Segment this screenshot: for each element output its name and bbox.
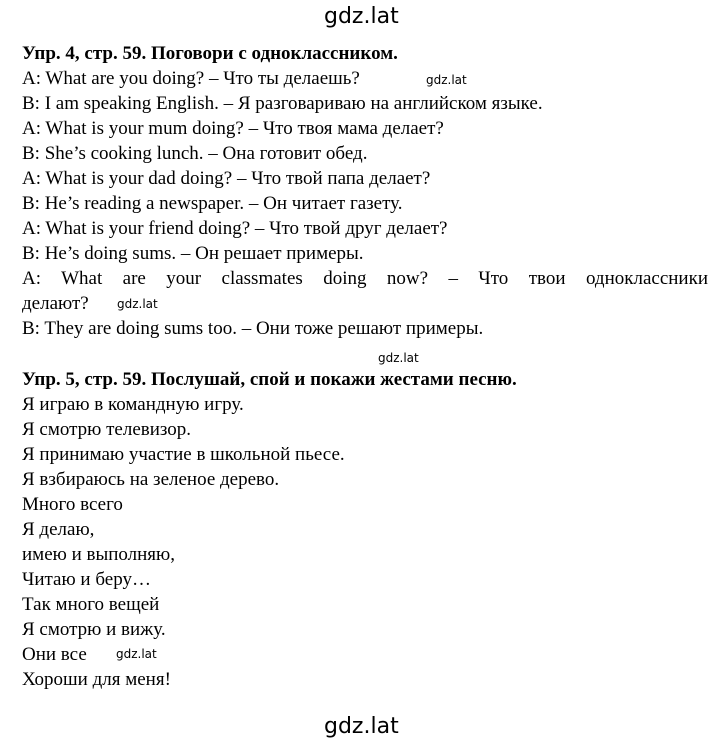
dialog-line: A: What are your classmates doing now? – Что твои одноклассники [22, 268, 708, 289]
dialog-line: B: He’s doing sums. – Он решает примеры. [22, 243, 364, 264]
watermark-inline: gdz.lat [426, 73, 467, 87]
dialog-line: A: What is your mum doing? – Что твоя мама делает? [22, 118, 444, 139]
song-line: Я играю в командную игру. [22, 394, 244, 415]
dialog-line: A: What is your dad doing? – Что твой папа делает? [22, 168, 431, 189]
song-line: имею и выполняю, [22, 544, 175, 565]
watermark-top: gdz.lat [324, 4, 399, 29]
song-line: Так много вещей [22, 594, 160, 615]
watermark-inline: gdz.lat [378, 351, 419, 365]
dialog-line: B: I am speaking English. – Я разговариваю на английском языке. [22, 93, 543, 114]
song-line: Я смотрю телевизор. [22, 419, 192, 440]
watermark-inline: gdz.lat [116, 647, 157, 661]
song-line: Они все [22, 644, 87, 665]
song-line: Хороши для меня! [22, 669, 171, 690]
watermark-inline: gdz.lat [117, 297, 158, 311]
watermark-bottom: gdz.lat [324, 714, 399, 739]
dialog-line: делают? [22, 293, 89, 314]
song-line: Читаю и беру… [22, 569, 151, 590]
song-line: Я взбираюсь на зеленое дерево. [22, 469, 280, 490]
song-line: Я делаю, [22, 519, 95, 540]
dialog-line: A: What are you doing? – Что ты делаешь? [22, 68, 360, 89]
song-line: Я принимаю участие в школьной пьесе. [22, 444, 345, 465]
song-line: Я смотрю и вижу. [22, 619, 166, 640]
ex4-heading: Упр. 4, стр. 59. Поговори с одноклассником. [22, 43, 398, 64]
dialog-line: A: What is your friend doing? – Что твой друг делает? [22, 218, 448, 239]
dialog-line: B: She’s cooking lunch. – Она готовит обед. [22, 143, 368, 164]
dialog-line: B: They are doing sums too. – Они тоже решают примеры. [22, 318, 484, 339]
song-line: Много всего [22, 494, 123, 515]
dialog-line: B: He’s reading a newspaper. – Он читает газету. [22, 193, 403, 214]
ex5-heading: Упр. 5, стр. 59. Послушай, спой и покажи жестами песню. [22, 369, 517, 390]
